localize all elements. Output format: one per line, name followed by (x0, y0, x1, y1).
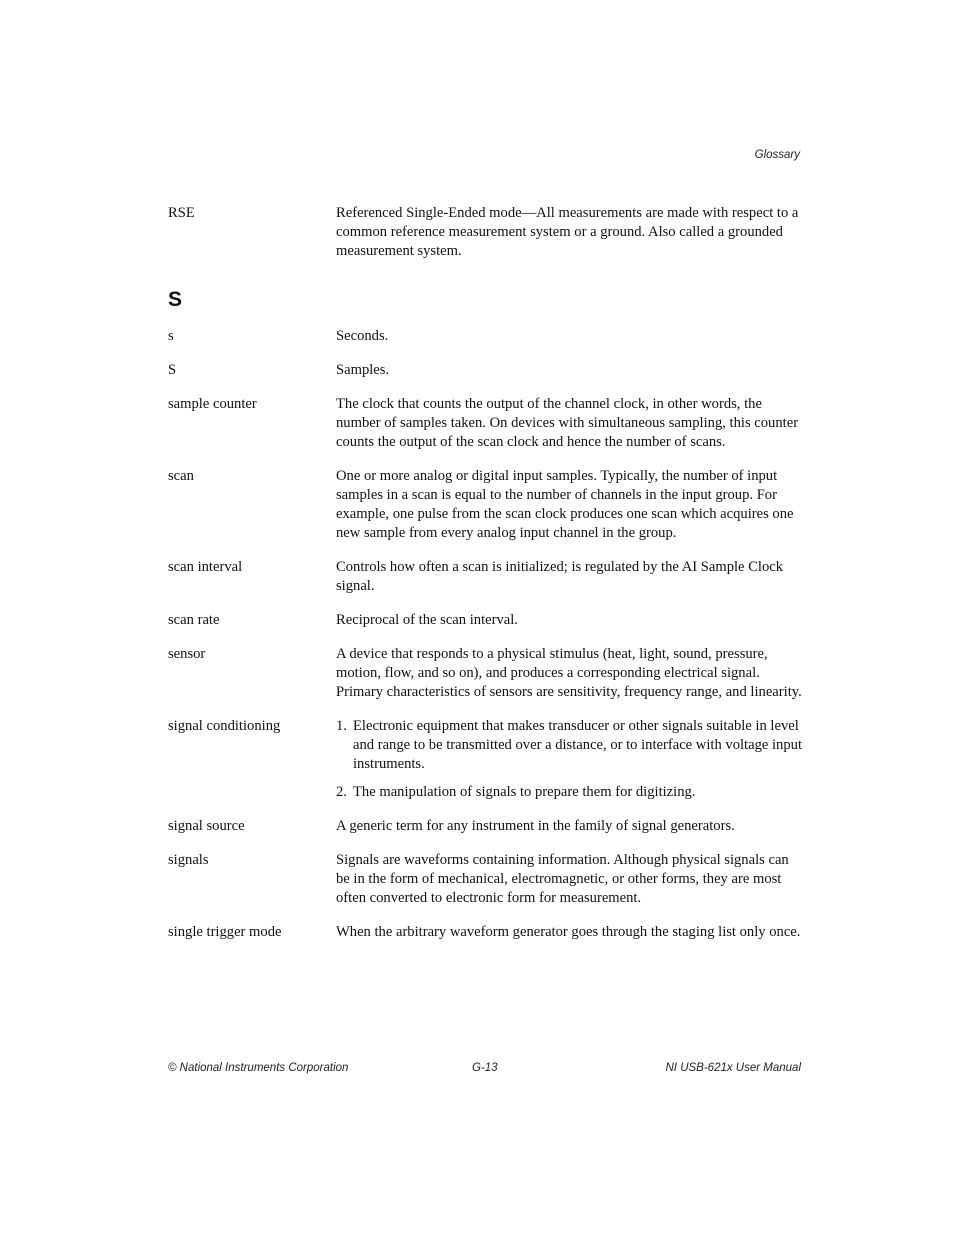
glossary-term: S (168, 362, 177, 378)
list-number: 1. (336, 718, 347, 734)
glossary-definition: Reciprocal of the scan interval. (336, 612, 518, 628)
glossary-definition: When the arbitrary waveform generator goes through the staging list only once. (336, 924, 801, 940)
page-number: G-13 (472, 1062, 498, 1074)
glossary-entry (168, 395, 804, 452)
glossary-definition: Samples. (336, 362, 390, 378)
glossary-term: sensor (168, 646, 206, 662)
section-letter-heading: S (168, 288, 183, 311)
glossary-term: scan (168, 468, 194, 484)
list-text: The manipulation of signals to prepare them for digitizing. (353, 784, 696, 800)
glossary-definition: Referenced Single-Ended mode—All measurements are made with respect to a common reference measurement system or a ground. Also called a grounded measurement system. (336, 205, 799, 259)
glossary-definition: The clock that counts the output of the channel clock, in other words, the number of samples taken. On devices with simultaneous sampling, this counter counts the output of the scan clock and hence the number of scans. (336, 396, 799, 450)
glossary-term: sample counter (168, 396, 257, 412)
glossary-definition: Signals are waveforms containing information. Although physical signals can be in the form of mechanical, electromagnetic, or other forms, they are most often converted to electronic form for measurement. (336, 852, 789, 906)
glossary-entry (168, 645, 804, 702)
glossary-term: RSE (168, 205, 195, 221)
glossary-entry-rse (168, 204, 804, 261)
footer-copyright: © National Instruments Corporation (168, 1062, 349, 1074)
glossary-definition: One or more analog or digital input samples. Typically, the number of input samples in a scan is equal to the number of channels in the input group. For example, one pulse from the scan clock produces one scan which acquires one new sample from every analog input channel in the group. (336, 468, 794, 541)
running-head: Glossary (754, 149, 800, 161)
list-number: 2. (336, 784, 347, 800)
glossary-term: signals (168, 852, 209, 868)
glossary-definition: Seconds. (336, 328, 389, 344)
glossary-term: single trigger mode (168, 924, 282, 940)
glossary-definition (336, 717, 804, 802)
glossary-entry-signal-conditioning (168, 717, 804, 802)
glossary-entry (168, 558, 804, 596)
numbered-definition-list (336, 717, 804, 802)
glossary-entry (168, 327, 804, 346)
list-item (336, 717, 804, 774)
glossary-entry (168, 611, 804, 630)
glossary-entry (168, 923, 804, 942)
glossary-entry (168, 851, 804, 908)
glossary-definition: A device that responds to a physical stimulus (heat, light, sound, pressure, motion, flow, and so on), and produces a corresponding electrical signal. Primary characteristics of sensors are sensitivity, frequency range, and linearity. (336, 646, 802, 700)
glossary-entry (168, 467, 804, 543)
list-item (336, 783, 804, 802)
glossary-definition: A generic term for any instrument in the family of signal generators. (336, 818, 735, 834)
glossary-term: scan rate (168, 612, 220, 628)
list-text: Electronic equipment that makes transducer or other signals suitable in level and range to be transmitted over a distance, or to interface with voltage input instruments. (353, 718, 803, 772)
glossary-content (168, 204, 804, 957)
glossary-term: signal source (168, 818, 245, 834)
glossary-term: scan interval (168, 559, 243, 575)
glossary-definition: Controls how often a scan is initialized; is regulated by the AI Sample Clock signal. (336, 559, 784, 594)
glossary-entry (168, 817, 804, 836)
manual-title: NI USB-621x User Manual (665, 1062, 801, 1074)
glossary-term: signal conditioning (168, 718, 281, 734)
glossary-entry (168, 361, 804, 380)
glossary-term: s (168, 328, 174, 344)
